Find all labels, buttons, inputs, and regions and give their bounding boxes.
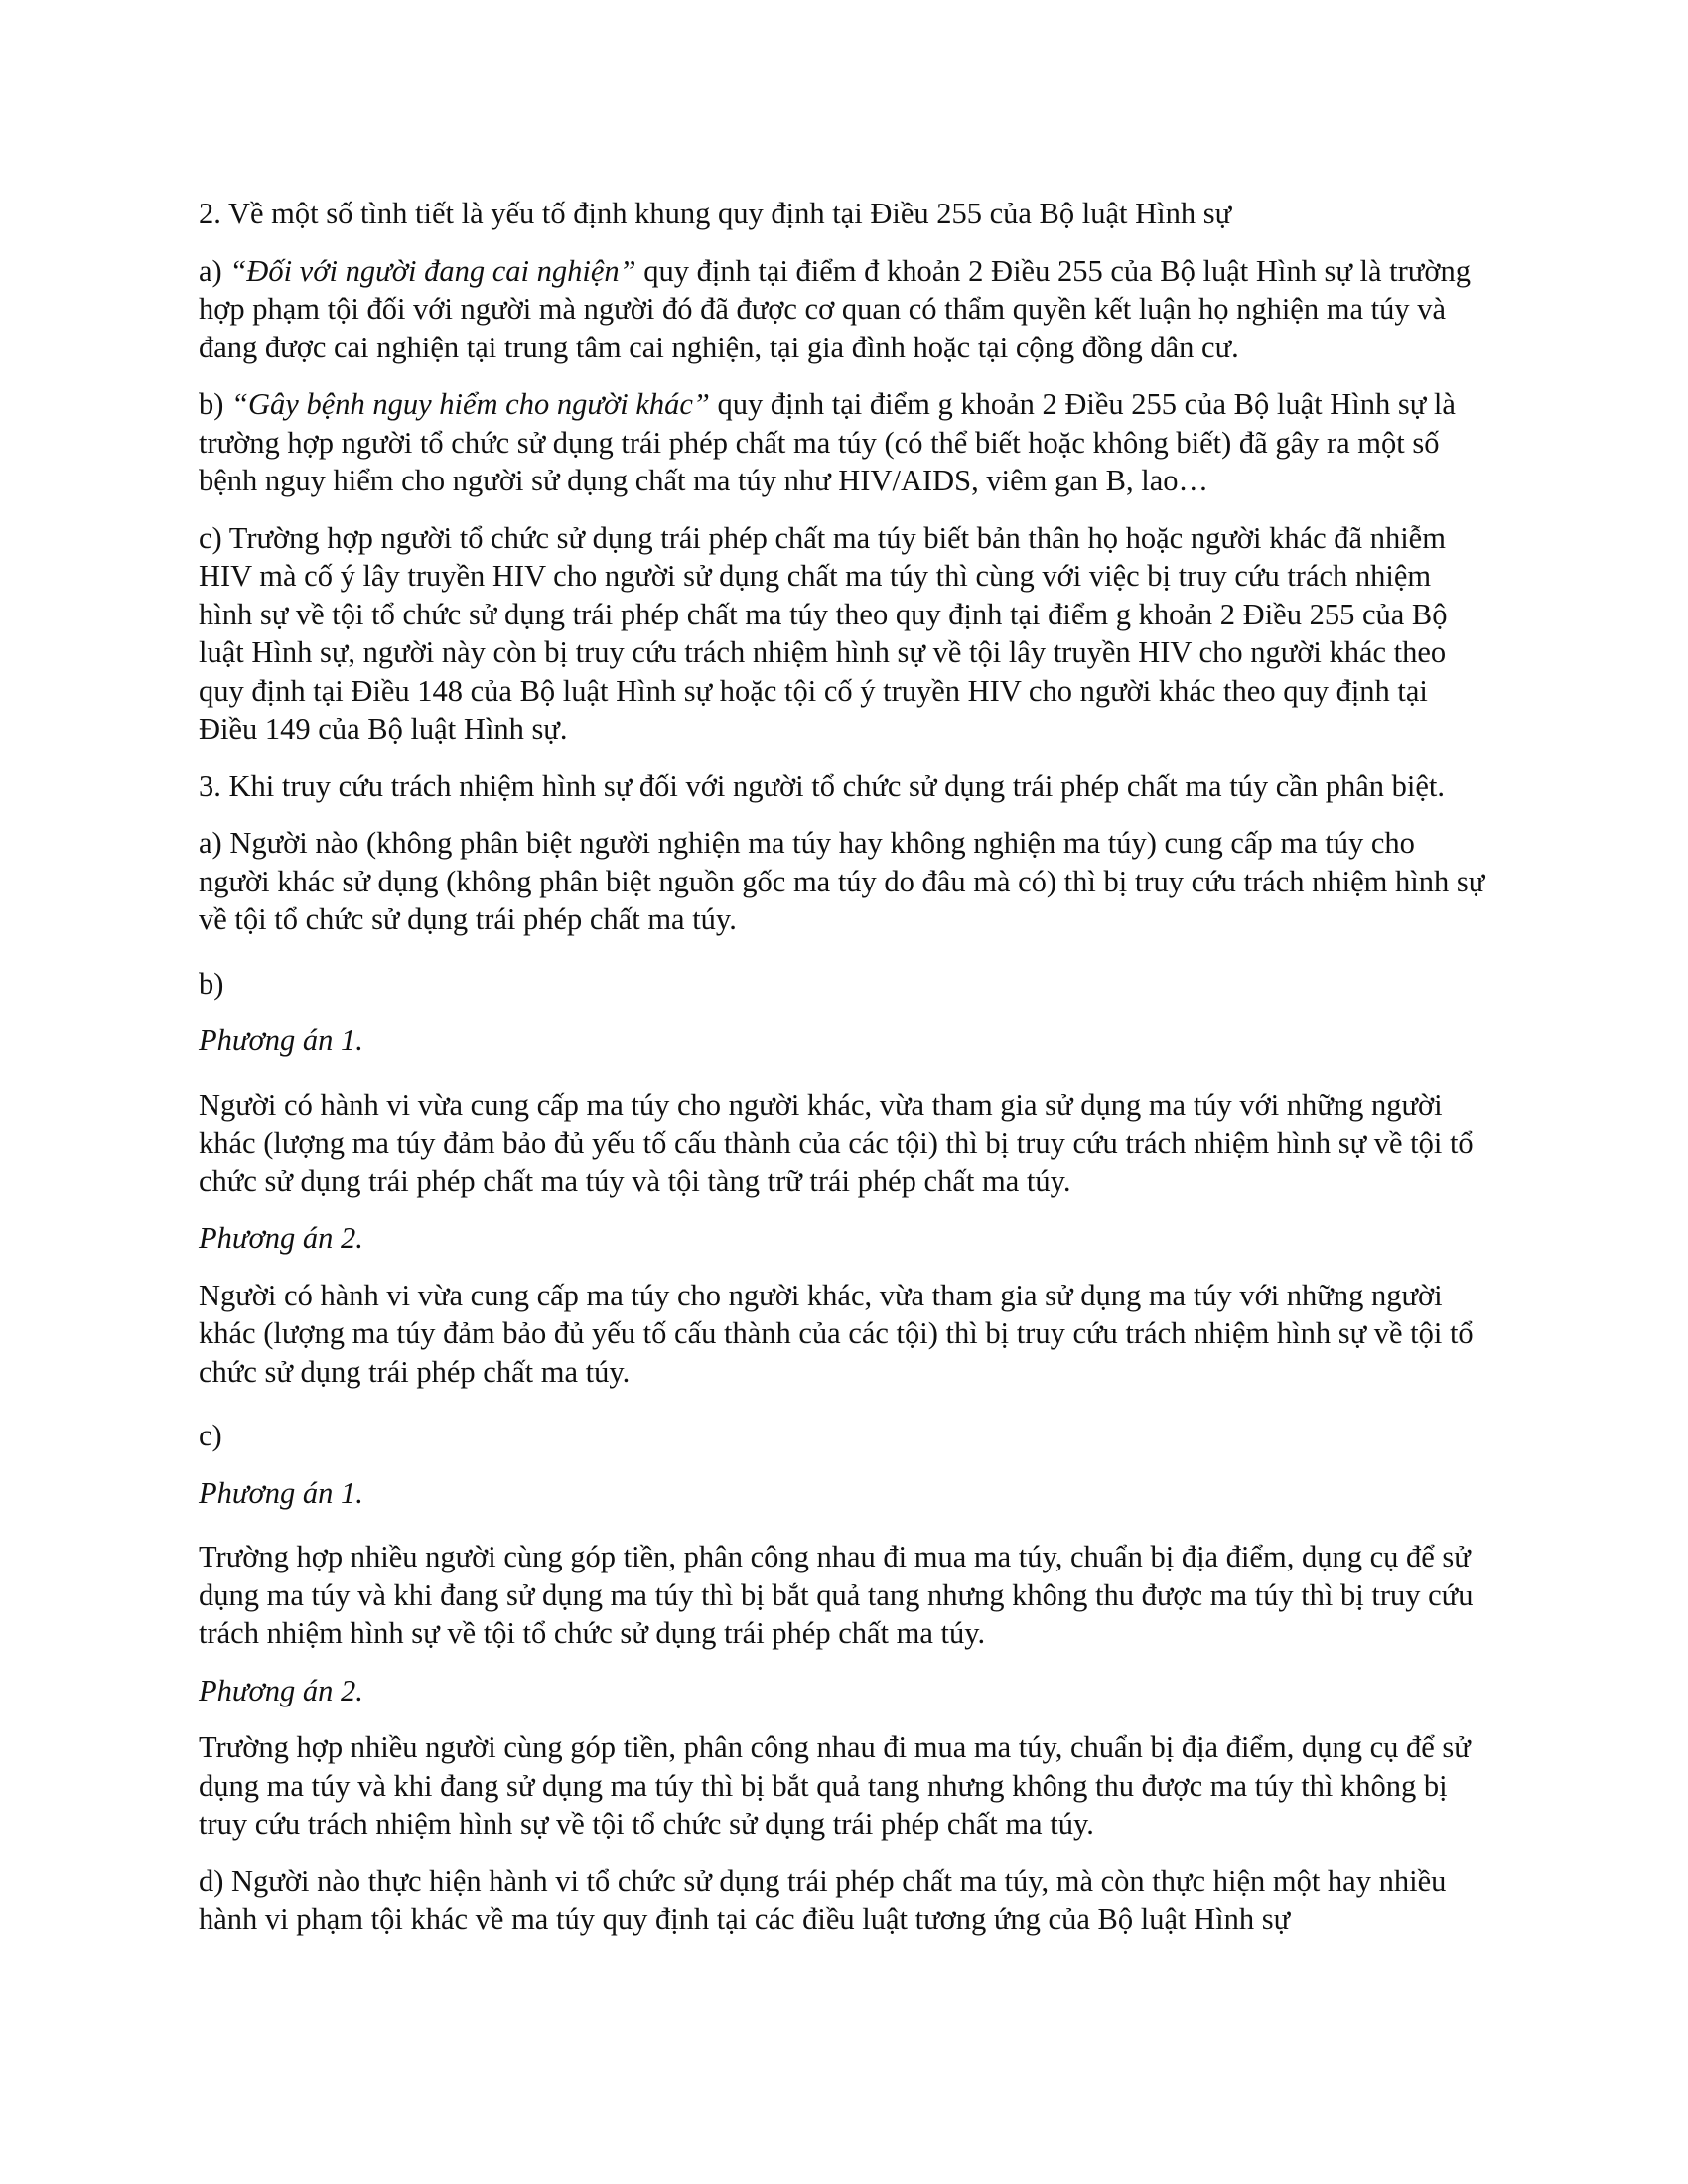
item-3c-label: c): [199, 1419, 222, 1452]
item-2a: [199, 252, 1489, 367]
item-3b-option-2-label: [199, 1219, 1489, 1258]
item-3b-option-1-label: [199, 1022, 1489, 1060]
document-page: [199, 195, 1489, 1958]
item-3c-option-2-label: [199, 1672, 1489, 1710]
item-3c-option-2-text: Trường hợp nhiều người cùng góp tiền, phân công nhau đi mua ma túy, chuẩn bị địa điểm, dụng cụ để sử dụng ma túy và khi đang sử dụng ma túy thì bị bắt quả tang nhưng không thu được ma túy thì không bị truy cứu trách nhiệm hình sự về tội tổ chức sử dụng trái phép chất ma túy.: [199, 1730, 1471, 1841]
item-2a-text: quy định tại điểm đ khoản 2 Điều 255 của Bộ luật Hình sự là trường hợp phạm tội đối với người mà người đó đã được cơ quan có thẩm quyền kết luận họ nghiện ma túy và đang được cai nghiện tại trung tâm cai nghiện, tại gia đình hoặc tại cộng đồng dân cư.: [199, 253, 1471, 364]
item-2b-text: quy định tại điểm g khoản 2 Điều 255 của Bộ luật Hình sự là trường hợp người tổ chức sử dụng trái phép chất ma túy (có thể biết hoặc không biết) đã gây ra một số bệnh nguy hiểm cho người sử dụng chất ma túy như HIV/AIDS, viêm gan B, lao…: [199, 387, 1456, 497]
item-3a: a) Người nào (không phân biệt người nghiện ma túy hay không nghiện ma túy) cung cấp ma túy cho người khác sử dụng (không phân biệt nguồn gốc ma túy do đâu mà có) thì bị truy cứu trách nhiệm hình sự về tội tổ chức sử dụng trái phép chất ma túy.: [199, 826, 1485, 936]
section-3-heading: 3. Khi truy cứu trách nhiệm hình sự đối với người tổ chức sử dụng trái phép chất ma túy cần phân biệt.: [199, 768, 1446, 803]
item-3c-option-2-label-text: Phương án 2.: [199, 1673, 363, 1707]
item-2a-quote: “Đối với người đang cai nghiện”: [229, 253, 636, 288]
item-3b-option-1-label-text: Phương án 1.: [199, 1024, 363, 1057]
item-2b-quote: “Gây bệnh nguy hiểm cho người khác”: [231, 387, 710, 421]
item-3d: d) Người nào thực hiện hành vi tổ chức sử dụng trái phép chất ma túy, mà còn thực hiện một hay nhiều hành vi phạm tội khác về ma túy quy định tại các điều luật tương ứng của Bộ luật Hình sự: [199, 1863, 1447, 1936]
item-3b-option-1-text: Người có hành vi vừa cung cấp ma túy cho người khác, vừa tham gia sử dụng ma túy với những người khác (lượng ma túy đảm bảo đủ yếu tố cấu thành của các tội) thì bị truy cứu trách nhiệm hình sự về tội tổ chức sử dụng trái phép chất ma túy và tội tàng trữ trái phép chất ma túy.: [199, 1087, 1474, 1198]
section-2-heading: 2. Về một số tình tiết là yếu tố định khung quy định tại Điều 255 của Bộ luật Hình sự: [199, 197, 1232, 230]
item-3b-label: b): [199, 966, 224, 1001]
item-2c: c) Trường hợp người tổ chức sử dụng trái phép chất ma túy biết bản thân họ hoặc người khác đã nhiễm HIV mà cố ý lây truyền HIV cho người sử dụng chất ma túy thì cùng với việc bị truy cứu trách nhiệm hình sự về tội tổ chức sử dụng trái phép chất ma túy theo quy định tại điểm g khoản 2 Điều 255 của Bộ luật Hình sự, người này còn bị truy cứu trách nhiệm hình sự về tội lây truyền HIV cho người khác theo quy định tại Điều 148 của Bộ luật Hình sự hoặc tội cố ý truyền HIV cho người khác theo quy định tại Điều 149 của Bộ luật Hình sự.: [199, 520, 1448, 746]
item-3c-option-1-label: [199, 1474, 1489, 1513]
item-3b-option-2-label-text: Phương án 2.: [199, 1221, 363, 1255]
item-2b-prefix: b): [199, 387, 232, 421]
item-3c-option-1-text: Trường hợp nhiều người cùng góp tiền, phân công nhau đi mua ma túy, chuẩn bị địa điểm, dụng cụ để sử dụng ma túy và khi đang sử dụng ma túy thì bị bắt quả tang nhưng không thu được ma túy thì bị truy cứu trách nhiệm hình sự về tội tổ chức sử dụng trái phép chất ma túy.: [199, 1540, 1474, 1650]
item-2a-prefix: a): [199, 253, 230, 288]
item-3b-option-2-text: Người có hành vi vừa cung cấp ma túy cho người khác, vừa tham gia sử dụng ma túy với những người khác (lượng ma túy đảm bảo đủ yếu tố cấu thành của các tội) thì bị truy cứu trách nhiệm hình sự về tội tổ chức sử dụng trái phép chất ma túy.: [199, 1278, 1474, 1389]
item-2b: [199, 385, 1489, 500]
item-3c-option-1-label-text: Phương án 1.: [199, 1475, 363, 1510]
